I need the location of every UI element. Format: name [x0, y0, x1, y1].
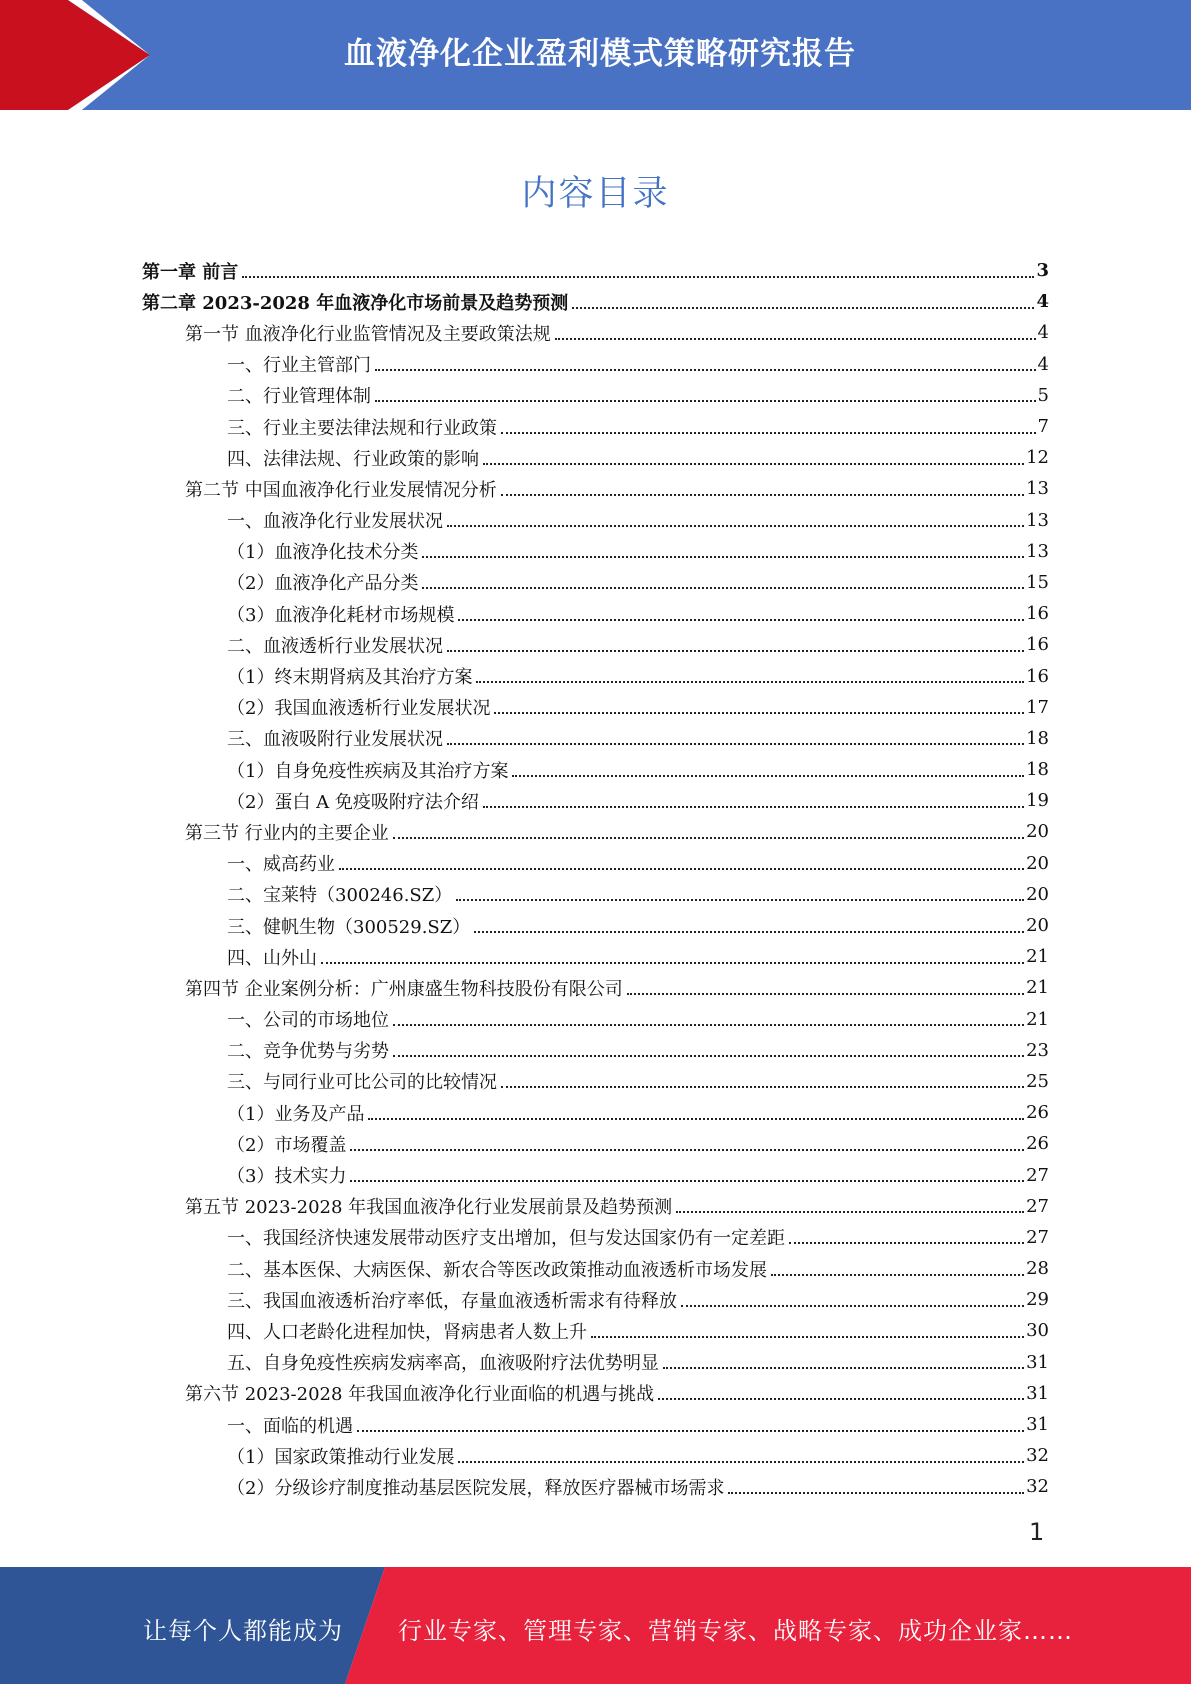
- toc-entry[interactable]: [142, 1066, 1049, 1097]
- toc-entry[interactable]: [142, 1471, 1049, 1502]
- toc-dot-leader: [350, 1129, 1024, 1151]
- toc-dot-leader: [676, 1191, 1024, 1213]
- toc-entry-page: 27: [1026, 1195, 1049, 1217]
- toc-entry[interactable]: [142, 910, 1049, 941]
- toc-dot-leader: [422, 536, 1024, 558]
- table-of-contents: [142, 255, 1049, 1503]
- toc-entry-page: 26: [1026, 1133, 1049, 1155]
- toc-dot-leader: [627, 973, 1024, 995]
- toc-entry-page: 20: [1026, 821, 1049, 843]
- toc-entry[interactable]: [142, 754, 1049, 785]
- toc-entry-page: 31: [1026, 1382, 1049, 1404]
- toc-entry[interactable]: [142, 941, 1049, 972]
- toc-entry[interactable]: [142, 879, 1049, 910]
- footer-slogan-right: 行业专家、管理专家、营销专家、战略专家、成功企业家……: [398, 1617, 1073, 1645]
- toc-dot-leader: [789, 1222, 1024, 1244]
- toc-entry[interactable]: [142, 598, 1049, 629]
- toc-entry[interactable]: [142, 972, 1049, 1003]
- toc-entry-page: 21: [1026, 1008, 1049, 1030]
- toc-entry-page: 5: [1037, 384, 1049, 406]
- toc-dot-leader: [591, 1316, 1024, 1338]
- toc-entry-page: 13: [1026, 478, 1049, 500]
- toc-dot-leader: [321, 942, 1024, 964]
- page-number: 1: [1029, 1518, 1045, 1546]
- toc-entry-page: 28: [1026, 1258, 1049, 1280]
- toc-entry-title: 三、血液吸附行业发展状况: [227, 729, 443, 751]
- toc-dot-leader: [339, 848, 1024, 870]
- toc-entry[interactable]: [142, 1347, 1049, 1378]
- toc-entry-page: 31: [1026, 1414, 1049, 1436]
- toc-entry-title: （3）技术实力: [227, 1166, 347, 1188]
- toc-dot-leader: [393, 817, 1024, 839]
- toc-entry-page: 4: [1037, 353, 1049, 375]
- toc-entry[interactable]: [142, 1191, 1049, 1222]
- toc-entry-page: 7: [1037, 416, 1049, 438]
- toc-dot-leader: [555, 318, 1036, 340]
- toc-entry-title: 二、竞争优势与劣势: [227, 1041, 389, 1063]
- toc-entry[interactable]: [142, 1222, 1049, 1253]
- toc-entry-page: 30: [1026, 1320, 1049, 1342]
- toc-entry-title: 三、我国血液透析治疗率低，存量血液透析需求有待释放: [227, 1290, 677, 1312]
- toc-entry-title: 第五节 2023-2028 年我国血液净化行业发展前景及趋势预测: [185, 1197, 673, 1219]
- toc-entry-title: （1）业务及产品: [227, 1103, 365, 1125]
- toc-entry[interactable]: [142, 1378, 1049, 1409]
- toc-entry-page: 4: [1036, 291, 1049, 313]
- toc-entry[interactable]: [142, 473, 1049, 504]
- toc-dot-leader: [447, 505, 1024, 527]
- toc-entry-page: 18: [1026, 759, 1049, 781]
- toc-dot-leader: [350, 1160, 1024, 1182]
- toc-entry-page: 17: [1026, 696, 1049, 718]
- toc-entry[interactable]: [142, 442, 1049, 473]
- toc-entry[interactable]: [142, 380, 1049, 411]
- toc-dot-leader: [728, 1472, 1024, 1494]
- toc-entry[interactable]: [142, 1159, 1049, 1190]
- toc-entry-title: （2）分级诊疗制度推动基层医院发展，释放医疗器械市场需求: [227, 1477, 725, 1499]
- toc-entry-title: 一、威高药业: [227, 854, 335, 876]
- toc-entry-title: （3）血液净化耗材市场规模: [227, 604, 455, 626]
- toc-entry-title: （1）血液净化技术分类: [227, 542, 419, 564]
- toc-entry-title: 第一节 血液净化行业监管情况及主要政策法规: [185, 323, 551, 345]
- toc-entry-page: 15: [1026, 571, 1049, 593]
- toc-entry[interactable]: [142, 816, 1049, 847]
- footer-slogan-left: 让每个人都能成为: [143, 1617, 343, 1645]
- toc-entry[interactable]: [142, 785, 1049, 816]
- toc-entry[interactable]: [142, 1409, 1049, 1440]
- toc-entry-title: 第二节 中国血液净化行业发展情况分析: [185, 479, 497, 501]
- toc-entry-title: 三、与同行业可比公司的比较情况: [227, 1072, 497, 1094]
- toc-entry[interactable]: [142, 1035, 1049, 1066]
- toc-dot-leader: [375, 349, 1036, 371]
- toc-entry-page: 29: [1026, 1289, 1049, 1311]
- toc-entry-title: 二、血液透析行业发展状况: [227, 635, 443, 657]
- toc-dot-leader: [501, 474, 1024, 496]
- toc-dot-leader: [393, 1004, 1024, 1026]
- toc-entry[interactable]: [142, 692, 1049, 723]
- toc-dot-leader: [447, 630, 1024, 652]
- toc-entry-page: 19: [1026, 790, 1049, 812]
- toc-dot-leader: [422, 567, 1024, 589]
- toc-entry-title: 三、健帆生物（300529.SZ）: [227, 916, 471, 938]
- toc-entry-title: 一、面临的机遇: [227, 1415, 353, 1437]
- toc-dot-leader: [357, 1410, 1024, 1432]
- toc-entry-title: 二、行业管理体制: [227, 386, 371, 408]
- toc-entry-page: 32: [1026, 1445, 1049, 1467]
- toc-dot-leader: [494, 692, 1024, 714]
- toc-entry-page: 25: [1026, 1070, 1049, 1092]
- toc-entry-page: 18: [1026, 727, 1049, 749]
- toc-entry-page: 13: [1026, 509, 1049, 531]
- toc-entry[interactable]: [142, 660, 1049, 691]
- toc-heading: 内容目录: [521, 174, 670, 214]
- toc-entry-page: 27: [1026, 1226, 1049, 1248]
- toc-entry[interactable]: [142, 1315, 1049, 1346]
- toc-entry-title: （1）终末期肾病及其治疗方案: [227, 667, 473, 689]
- toc-dot-leader: [658, 1378, 1024, 1400]
- toc-entry-title: （2）我国血液透析行业发展状况: [227, 698, 491, 720]
- toc-dot-leader: [393, 1035, 1024, 1057]
- toc-entry-page: 4: [1037, 322, 1049, 344]
- toc-dot-leader: [501, 412, 1036, 434]
- toc-entry[interactable]: [142, 536, 1049, 567]
- toc-entry-page: 21: [1026, 946, 1049, 968]
- toc-entry-title: （1）自身免疫性疾病及其治疗方案: [227, 760, 509, 782]
- toc-entry-page: 20: [1026, 852, 1049, 874]
- toc-entry[interactable]: [142, 723, 1049, 754]
- toc-entry[interactable]: [142, 629, 1049, 660]
- toc-entry-page: 32: [1026, 1476, 1049, 1498]
- toc-entry[interactable]: [142, 567, 1049, 598]
- toc-entry-page: 27: [1026, 1164, 1049, 1186]
- toc-entry-title: （2）血液净化产品分类: [227, 573, 419, 595]
- toc-dot-leader: [242, 256, 1034, 278]
- toc-entry[interactable]: [142, 1440, 1049, 1471]
- toc-entry-title: 第三节 行业内的主要企业: [185, 822, 389, 844]
- toc-dot-leader: [663, 1347, 1024, 1369]
- toc-entry[interactable]: [142, 411, 1049, 442]
- toc-entry-page: 16: [1026, 665, 1049, 687]
- toc-dot-leader: [512, 755, 1024, 777]
- toc-entry-page: 16: [1026, 634, 1049, 656]
- toc-dot-leader: [458, 599, 1024, 621]
- toc-dot-leader: [458, 1441, 1024, 1463]
- toc-entry-title: 五、自身免疫性疾病发病率高，血液吸附疗法优势明显: [227, 1353, 659, 1375]
- toc-entry[interactable]: [142, 1004, 1049, 1035]
- toc-entry[interactable]: [142, 1284, 1049, 1315]
- toc-entry-title: （1）国家政策推动行业发展: [227, 1446, 455, 1468]
- toc-entry-title: 一、公司的市场地位: [227, 1010, 389, 1032]
- toc-dot-leader: [771, 1254, 1024, 1276]
- toc-dot-leader: [375, 380, 1036, 402]
- toc-dot-leader: [476, 661, 1024, 683]
- toc-entry-title: 一、血液净化行业发展状况: [227, 511, 443, 533]
- toc-dot-leader: [483, 786, 1024, 808]
- toc-entry[interactable]: [142, 255, 1049, 286]
- toc-entry-page: 12: [1026, 447, 1049, 469]
- toc-dot-leader: [447, 723, 1024, 745]
- footer-banner: [0, 1567, 1191, 1684]
- toc-dot-leader: [368, 1098, 1024, 1120]
- toc-entry-page: 20: [1026, 883, 1049, 905]
- toc-dot-leader: [572, 287, 1034, 309]
- toc-dot-leader: [456, 879, 1024, 901]
- toc-entry-title: 第四节 企业案例分析：广州康盛生物科技股份有限公司: [185, 978, 623, 1000]
- toc-entry-page: 13: [1026, 540, 1049, 562]
- toc-entry-title: 一、行业主管部门: [227, 355, 371, 377]
- toc-entry[interactable]: [142, 1253, 1049, 1284]
- toc-entry[interactable]: [142, 317, 1049, 348]
- toc-dot-leader: [501, 1066, 1024, 1088]
- toc-entry[interactable]: [142, 1097, 1049, 1128]
- toc-entry-page: 16: [1026, 603, 1049, 625]
- toc-entry-title: （2）蛋白 A 免疫吸附疗法介绍: [227, 791, 479, 813]
- toc-entry-page: 31: [1026, 1351, 1049, 1373]
- toc-entry-title: 第六节 2023-2028 年我国血液净化行业面临的机遇与挑战: [185, 1384, 655, 1406]
- toc-entry-page: 3: [1036, 260, 1049, 282]
- toc-entry[interactable]: [142, 349, 1049, 380]
- toc-entry-title: 一、我国经济快速发展带动医疗支出增加，但与发达国家仍有一定差距: [227, 1228, 785, 1250]
- toc-entry-title: 第一章 前言: [142, 261, 239, 283]
- toc-dot-leader: [474, 911, 1024, 933]
- toc-entry-title: 三、行业主要法律法规和行业政策: [227, 417, 497, 439]
- toc-entry-title: 四、法律法规、行业政策的影响: [227, 448, 479, 470]
- toc-entry[interactable]: [142, 1128, 1049, 1159]
- toc-entry-title: 四、山外山: [227, 947, 317, 969]
- toc-entry-page: 26: [1026, 1102, 1049, 1124]
- toc-entry-title: 四、人口老龄化进程加快，肾病患者人数上升: [227, 1321, 587, 1343]
- toc-entry-title: 第二章 2023-2028 年血液净化市场前景及趋势预测: [142, 292, 569, 314]
- toc-entry-page: 23: [1026, 1039, 1049, 1061]
- report-title: 血液净化企业盈利模式策略研究报告: [344, 36, 856, 72]
- toc-entry[interactable]: [142, 505, 1049, 536]
- toc-dot-leader: [483, 443, 1024, 465]
- toc-entry-page: 21: [1026, 977, 1049, 999]
- toc-dot-leader: [681, 1285, 1024, 1307]
- toc-entry-page: 20: [1026, 915, 1049, 937]
- toc-entry-title: （2）市场覆盖: [227, 1134, 347, 1156]
- toc-entry-title: 二、宝莱特（300246.SZ）: [227, 885, 453, 907]
- toc-entry[interactable]: [142, 286, 1049, 317]
- header-banner: [0, 0, 1191, 110]
- toc-entry-title: 二、基本医保、大病医保、新农合等医改政策推动血液透析市场发展: [227, 1259, 767, 1281]
- toc-entry[interactable]: [142, 848, 1049, 879]
